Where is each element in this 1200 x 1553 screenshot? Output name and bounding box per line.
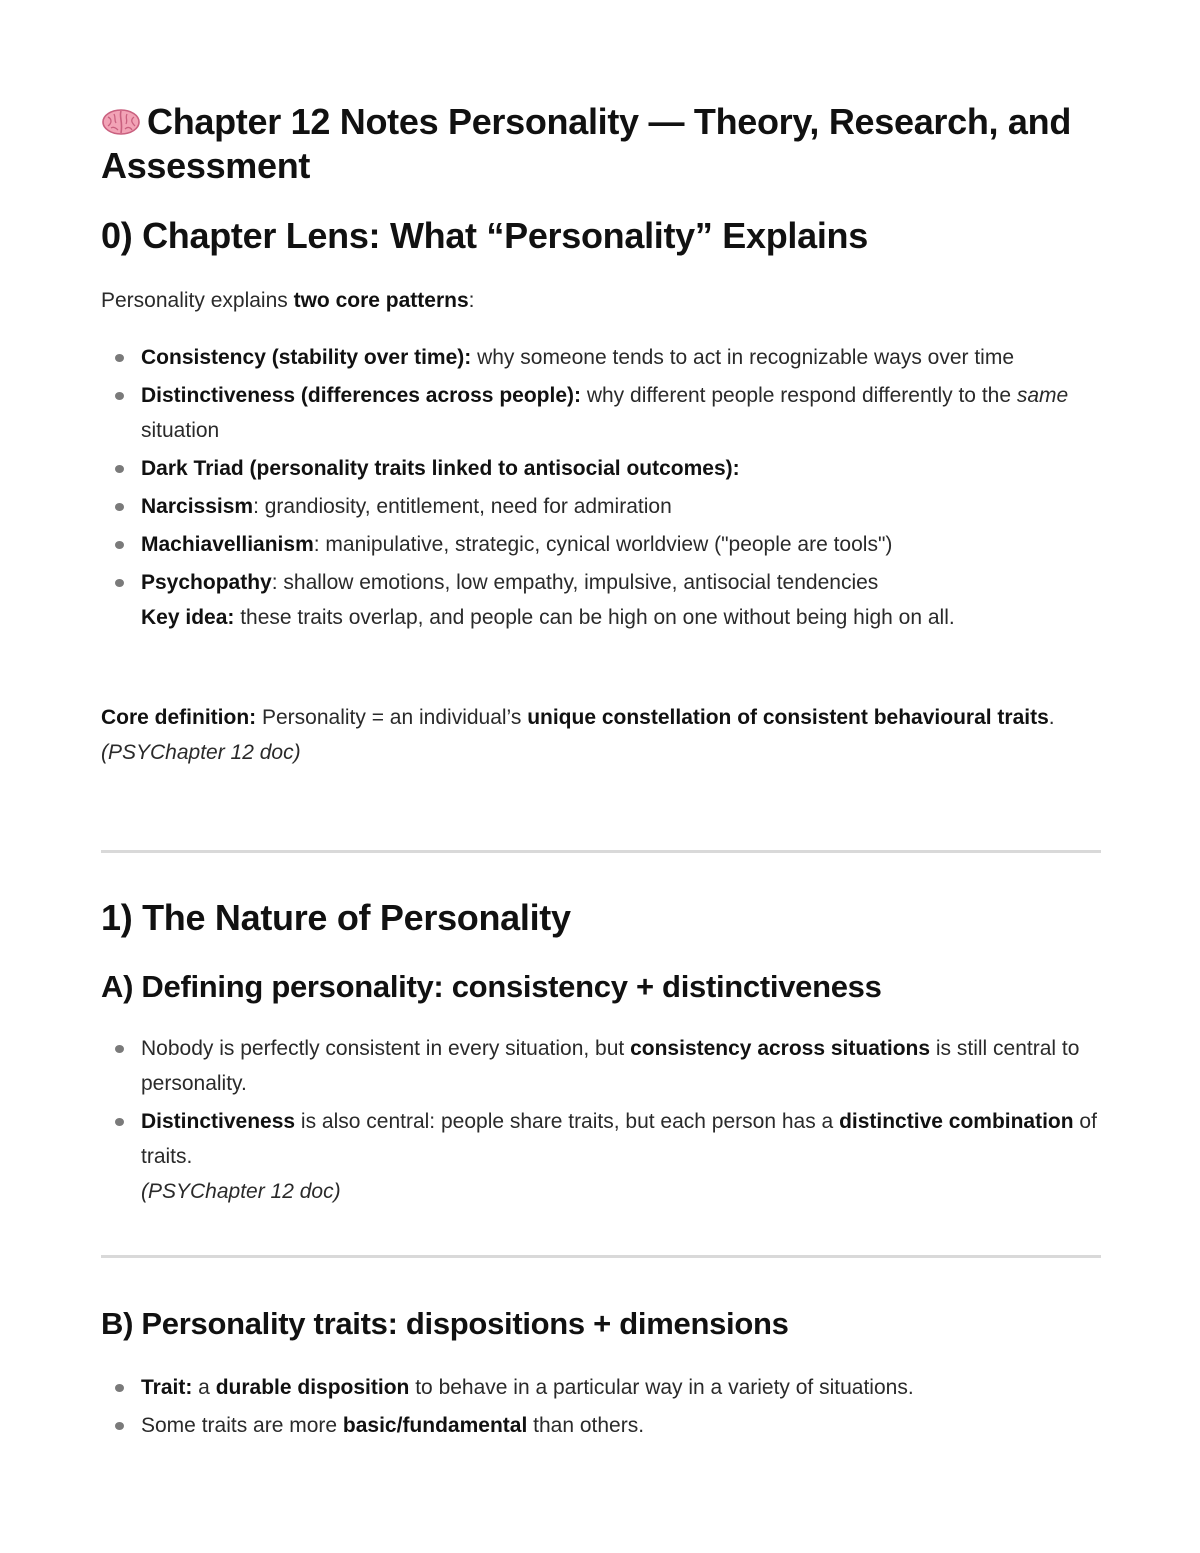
subsection-a-list bbox=[101, 1031, 1101, 1212]
bullet-icon bbox=[115, 392, 124, 400]
bullet-icon bbox=[115, 541, 124, 549]
list-item-consistency: Consistency (stability over time): why someone tends to act in recognizable ways over time bbox=[101, 340, 1101, 375]
list-item-trait: Trait: a durable disposition to behave in a particular way in a variety of situations. bbox=[101, 1370, 1101, 1405]
list-item-consistency-across-situations: Nobody is perfectly consistent in every situation, but consistency across situations is still central to personality. bbox=[101, 1031, 1101, 1101]
bullet-icon bbox=[115, 503, 124, 511]
key-idea-note: Key idea: these traits overlap, and people can be high on one without being high on all. bbox=[141, 606, 955, 629]
core-definition: Core definition: Personality = an individual’s unique constellation of consistent behavioural traits. (PSYChapter 12 doc) bbox=[101, 700, 1101, 770]
section-divider bbox=[101, 850, 1101, 853]
bullet-icon bbox=[115, 1422, 124, 1430]
document-title-text: Chapter 12 Notes Personality — Theory, Research, and Assessment bbox=[101, 101, 1072, 186]
section-divider bbox=[101, 1255, 1101, 1258]
subsection-a-heading: A) Defining personality: consistency + distinctiveness bbox=[101, 969, 882, 1004]
list-item-narcissism: Narcissism: grandiosity, entitlement, need for admiration bbox=[101, 489, 1101, 524]
list-item-distinctiveness-central: Distinctiveness is also central: people share traits, but each person has a distinctive combination of traits. (PSYChapter 12 doc) bbox=[101, 1104, 1101, 1209]
section-0-list bbox=[101, 340, 1101, 638]
list-item-machiavellianism: Machiavellianism: manipulative, strategic, cynical worldview ("people are tools") bbox=[101, 527, 1101, 562]
list-item-distinctiveness: Distinctiveness (differences across people): why different people respond differently to the same situation bbox=[101, 378, 1101, 448]
subsection-b-heading: B) Personality traits: dispositions + dimensions bbox=[101, 1306, 789, 1341]
bullet-icon bbox=[115, 354, 124, 362]
list-item-dark-triad: Dark Triad (personality traits linked to antisocial outcomes): bbox=[101, 451, 1101, 486]
bullet-icon bbox=[115, 1384, 124, 1392]
list-item-psychopathy: Psychopathy: shallow emotions, low empathy, impulsive, antisocial tendencies Key idea: these traits overlap, and people can be high on one without being high on all. bbox=[101, 565, 1101, 635]
bullet-icon bbox=[115, 1118, 124, 1126]
list-item-basic-traits: Some traits are more basic/fundamental than others. bbox=[101, 1408, 1101, 1443]
bullet-icon bbox=[115, 579, 124, 587]
section-1-heading: 1) The Nature of Personality bbox=[101, 897, 571, 938]
document-title bbox=[101, 100, 1091, 188]
bullet-icon bbox=[115, 1045, 124, 1053]
bullet-icon bbox=[115, 465, 124, 473]
section-0-heading: 0) Chapter Lens: What “Personality” Explains bbox=[101, 215, 868, 256]
source-citation: (PSYChapter 12 doc) bbox=[101, 741, 301, 764]
intro-paragraph: Personality explains two core patterns: bbox=[101, 289, 475, 312]
subsection-b-list bbox=[101, 1370, 1101, 1446]
brain-icon bbox=[101, 108, 141, 136]
source-citation: (PSYChapter 12 doc) bbox=[141, 1180, 341, 1203]
